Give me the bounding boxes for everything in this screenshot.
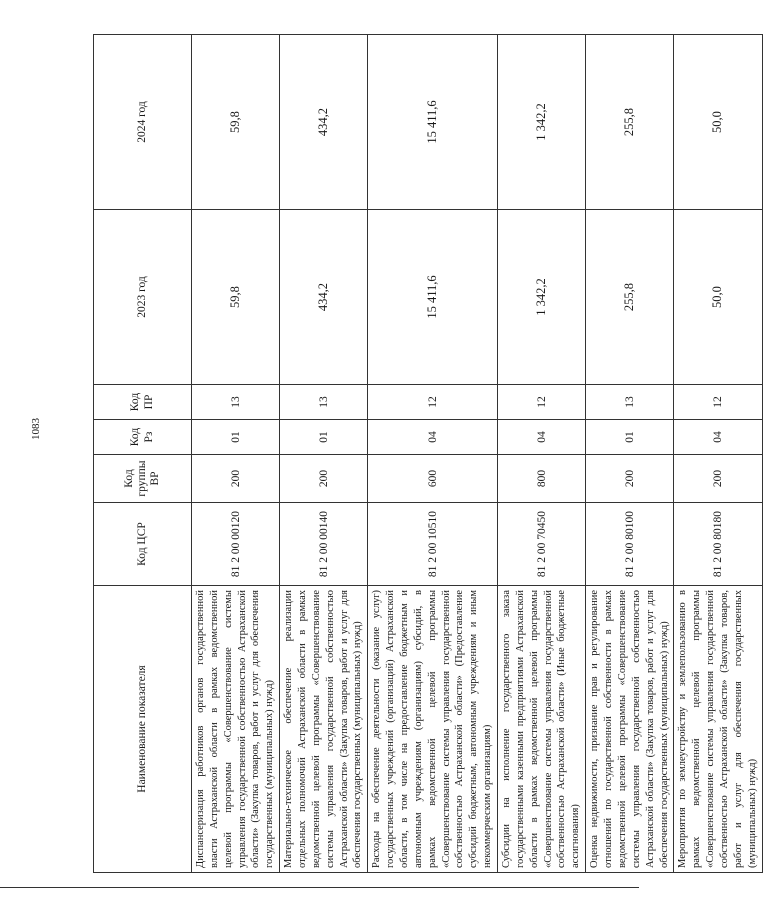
- row-vr: 200: [280, 455, 368, 503]
- row-pr: 12: [498, 385, 586, 420]
- header-csr: Код ЦСР: [94, 503, 192, 586]
- row-csr: 81 2 00 80100: [586, 503, 674, 586]
- table-row: [192, 35, 280, 873]
- row-rz: 01: [192, 420, 280, 455]
- row-vr: 800: [498, 455, 586, 503]
- row-csr: 81 2 00 70450: [498, 503, 586, 586]
- row-rz: 01: [586, 420, 674, 455]
- header-vr: Код группы ВР: [94, 455, 192, 503]
- row-name: Диспансеризация работников органов государственной власти Астраханской области в рамках ведомственной целевой программы «Совершенствование системы управления государственной собственностью Астраханской области» (Закупка товаров, работ и услуг для обеспечения государственных (муниципальных) нужд): [192, 586, 280, 873]
- row-csr: 81 2 00 80180: [674, 503, 762, 586]
- table-row: [674, 35, 762, 873]
- budget-table: [93, 34, 763, 873]
- header-2023: 2023 год: [94, 210, 192, 385]
- row-2023: 50,0: [674, 210, 762, 385]
- row-2024: 50,0: [674, 35, 762, 210]
- row-2023: 15 411,6: [368, 210, 498, 385]
- row-pr: 12: [674, 385, 762, 420]
- row-vr: 200: [192, 455, 280, 503]
- row-pr: 13: [280, 385, 368, 420]
- row-rz: 04: [368, 420, 498, 455]
- row-2024: 255,8: [586, 35, 674, 210]
- row-name: Субсидии на исполнение государственного заказа государственными казенными предприятиями Астраханской области в рамках ведомственной целевой программы «Совершенствование системы управления государственной собственностью Астраханской области» (Иные бюджетные ассигнования): [498, 586, 586, 873]
- row-2023: 1 342,2: [498, 210, 586, 385]
- row-pr: 13: [192, 385, 280, 420]
- header-pr: Код ПР: [94, 385, 192, 420]
- row-rz: 04: [674, 420, 762, 455]
- row-pr: 13: [586, 385, 674, 420]
- page-number: 1083: [30, 418, 42, 440]
- row-2024: 15 411,6: [368, 35, 498, 210]
- row-vr: 200: [586, 455, 674, 503]
- row-name: Оценка недвижимости, признание прав и регулирование отношений по государственной собственности в рамках ведомственной целевой программы «Совершенствование системы управления государственной собственностью Астраханской области» (Закупка товаров, работ и услуг для обеспечения государственных (муниципальных) нужд): [586, 586, 674, 873]
- row-csr: 81 2 00 10510: [368, 503, 498, 586]
- table-row: [280, 35, 368, 873]
- bottom-rule: [0, 887, 639, 888]
- row-2023: 255,8: [586, 210, 674, 385]
- row-name: Материально-техническое обеспечение реализации отдельных полномочий Астраханской области в рамках ведомственной целевой программы «Совершенствование системы управления государственной собственностью Астраханской области» (Закупка товаров, работ и услуг для обеспечения государственных (муниципальных) нужд): [280, 586, 368, 873]
- row-2024: 1 342,2: [498, 35, 586, 210]
- row-csr: 81 2 00 00140: [280, 503, 368, 586]
- table-row: [498, 35, 586, 873]
- row-name: Расходы на обеспечение деятельности (оказание услуг) государственных учреждений (организаций) Астраханской области, в том числе на предоставление бюджетным и автономным учреждениям (организациям) субсидий, в рамках ведомственной целевой программы «Совершенствование системы управления государственной собственностью Астраханской области» (Предоставление субсидий бюджетным, автономным учреждениям и иным некоммерческим организациям): [368, 586, 498, 873]
- row-rz: 04: [498, 420, 586, 455]
- row-name: Мероприятия по землеустройству и землепользованию в рамках ведомственной целевой программы «Совершенствование системы управления государственной собственностью Астраханской области» (Закупка товаров, работ и услуг для обеспечения государственных (муниципальных) нужд): [674, 586, 762, 873]
- row-vr: 200: [674, 455, 762, 503]
- header-name: Наименование показателя: [94, 586, 192, 873]
- rotated-table-wrapper: [93, 35, 758, 873]
- table-header-row: [94, 35, 192, 873]
- row-2023: 59,8: [192, 210, 280, 385]
- row-2024: 434,2: [280, 35, 368, 210]
- table-row: [368, 35, 498, 873]
- row-pr: 12: [368, 385, 498, 420]
- row-rz: 01: [280, 420, 368, 455]
- row-2024: 59,8: [192, 35, 280, 210]
- row-2023: 434,2: [280, 210, 368, 385]
- row-csr: 81 2 00 00120: [192, 503, 280, 586]
- header-2024: 2024 год: [94, 35, 192, 210]
- row-vr: 600: [368, 455, 498, 503]
- table-row: [586, 35, 674, 873]
- header-rz: Код Рз: [94, 420, 192, 455]
